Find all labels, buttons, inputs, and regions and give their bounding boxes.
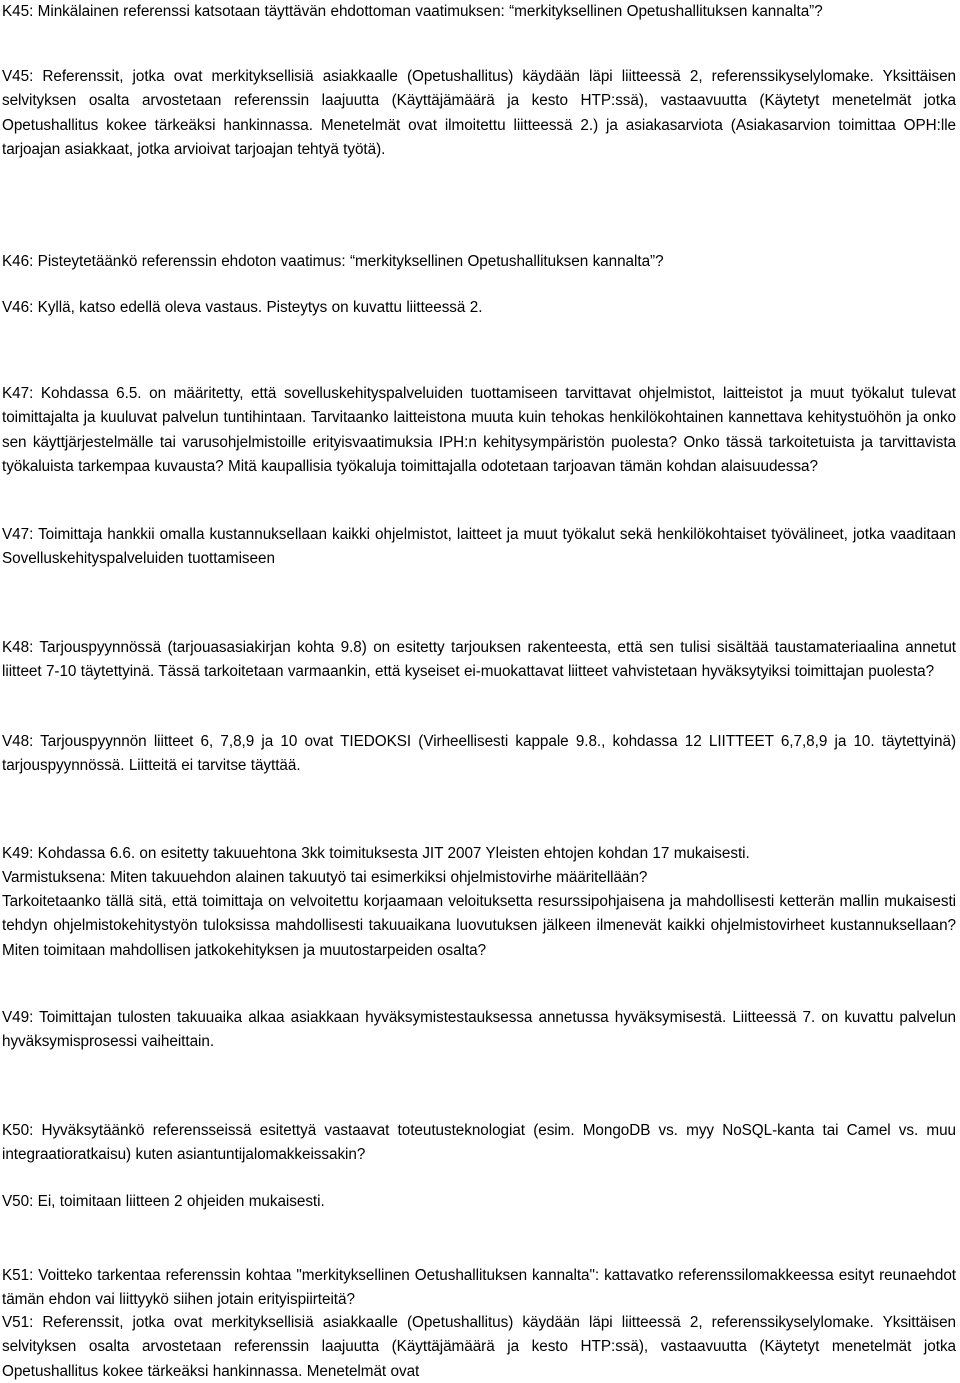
question-k49-c: Tarkoitetaanko tällä sitä, että toimittaja on velvoitettu korjaamaan veloituksetta resurssipohjaisena ja mahdollisesti ketterän mallin mukaisesti tehdyn ohjelmistokehitystyön tuloksissa mahdollisesti takuuaikana luovutuksen jälkeen ilmenevät kaikki ohjelmistovirheet kustannuksellaan? Miten toimitaan mahdollisen jatkokehityksen ja muutostarpeiden osalta? [2, 893, 956, 959]
question-k46: K46: Pisteytetäänkö referenssin ehdoton vaatimus: “merkityksellinen Opetushallituksen kannalta”? [2, 253, 664, 270]
question-k47: K47: Kohdassa 6.5. on määritetty, että sovelluskehityspalveluiden tuottamiseen tarvittavat ohjelmistot, laitteistot ja muut työkalut tulevat toimittajalta ja kuuluvat palvelun tuntihintaan. Tarvitaanko laitteistona muuta kuin tehokas henkilökohtainen kannettava kehitystuöhön ja onko sen käyttjärjestelmälle tai varusohjelmistoille erityisvaatimuksia IPH:n kehitysympäristön puolesta? Onko tässä tarkoitetuista ja tarvittavista työkaluista tarkempaa kuvausta? Mitä kaupallisia työkaluja toimittajalla odotetaan tarjoavan tämän kohdan alaisuudessa? [2, 385, 956, 476]
question-k49-b: Varmistuksena: Miten takuuehdon alainen takuutyö tai esimerkiksi ohjelmistovirhe määritellään? [2, 869, 648, 886]
answer-v47: V47: Toimittaja hankkii omalla kustannuksellaan kaikki ohjelmistot, laitteet ja muut työkalut sekä henkilökohtaiset työvälineet, jotka vaaditaan Sovelluskehityspalveluiden tuottamiseen [2, 526, 956, 568]
question-k48: K48: Tarjouspyynnössä (tarjouasasiakirjan kohta 9.8) on esitetty tarjouksen rakenteesta, että sen tulisi sisältää taustamateriaalina annetut liitteet 7-10 täytettyinä. Tässä tarkoitetaan varmaankin, että kyseiset ei-muokattavat liitteet vahvistetaan hyväksytyiksi toimittajan puolesta? [2, 639, 956, 681]
answer-v45: V45: Referenssit, jotka ovat merkityksellisiä asiakkaalle (Opetushallitus) käydään läpi liitteessä 2, referenssikyselylomake. Yksittäisen selvityksen osalta arvostetaan referenssin laajuutta (Käyttäjämäärä ja kesto HTP:ssä), vastaavuutta (Käytetyt menetelmät jotka Opetushallitus kokee tärkeäksi hankinnassa. Menetelmät ovat ilmoitettu liitteessä 2.) ja asiakasarviota (Asiakasarvion toimittaa OPH:lle tarjoajan asiakkaat, jotka arvioivat tarjoajan tehtyä työtä). [2, 68, 956, 159]
question-k50: K50: Hyväksytäänkö referensseissä esitettyä vastaavat toteutusteknologiat (esim. MongoDB vs. myy NoSQL-kanta tai Camel vs. muu integraatioratkaisu) kuten asiantuntijalomakkeissakin? [2, 1122, 956, 1164]
answer-v48: V48: Tarjouspyynnön liitteet 6, 7,8,9 ja 10 ovat TIEDOKSI (Virheellisesti kappale 9.8., kohdassa 12 LIITTEET 6,7,8,9 ja 10. täytettyinä) tarjouspyynnössä. Liitteitä ei tarvitse täyttää. [2, 733, 956, 775]
question-k51: K51: Voitteko tarkentaa referenssin kohtaa "merkityksellinen Oetushallituksen kannalta": kattavatko referenssilomakkeessa esityt reunaehdot tämän ehdon vai liittyykö siihen jotain erityispiirteitä? [2, 1267, 956, 1309]
question-k49-a: K49: Kohdassa 6.6. on esitetty takuuehtona 3kk toimituksesta JIT 2007 Yleisten ehtojen kohdan 17 mukaisesti. [2, 845, 750, 862]
answer-v46: V46: Kyllä, katso edellä oleva vastaus. Pisteytys on kuvattu liitteessä 2. [2, 299, 483, 316]
answer-v49: V49: Toimittajan tulosten takuuaika alkaa asiakkaan hyväksymistestauksessa annetussa hyväksymisestä. Liitteessä 7. on kuvattu palvelun hyväksymisprosessi vaiheittain. [2, 1009, 956, 1051]
question-k45: K45: Minkälainen referenssi katsotaan täyttävän ehdottoman vaatimuksen: “merkityksellinen Opetushallituksen kannalta”? [2, 3, 823, 20]
answer-v50: V50: Ei, toimitaan liitteen 2 ohjeiden mukaisesti. [2, 1193, 325, 1210]
answer-v51: V51: Referenssit, jotka ovat merkityksellisiä asiakkaalle (Opetushallitus) käydään läpi liitteessä 2, referenssikyselylomake. Yksittäisen selvityksen osalta arvostetaan referenssin laajuutta (Käyttäjämäärä ja kesto HTP:ssä), vastaavuutta (Käytetyt menetelmät jotka Opetushallitus kokee tärkeäksi hankinnassa. Menetelmät ovat [2, 1314, 956, 1380]
